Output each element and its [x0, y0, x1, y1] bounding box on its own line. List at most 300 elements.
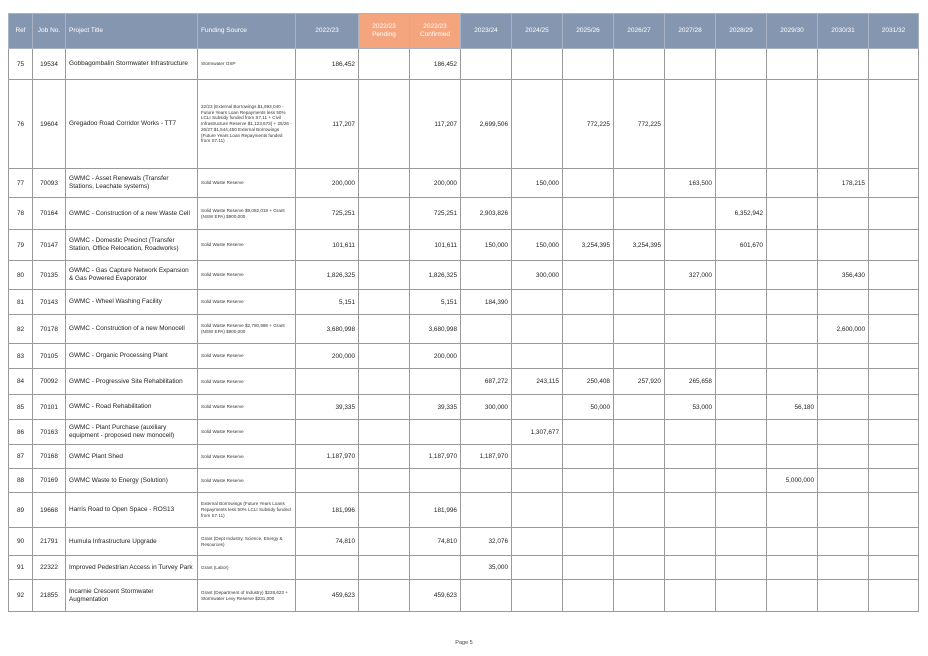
- cell-project-title: GWMC - Road Rehabilitation: [66, 395, 198, 420]
- cell-project-title: GWMC - Organic Processing Plant: [66, 344, 198, 369]
- cell-amount: [614, 556, 665, 580]
- cell-project-title: GWMC - Construction of a new Waste Cell: [66, 198, 198, 230]
- cell-amount: [512, 580, 563, 612]
- cell-amount: [869, 528, 919, 556]
- cell-funding-source: Solid Waste Reserve: [198, 344, 296, 369]
- cell-amount: [512, 445, 563, 469]
- cell-amount: [869, 344, 919, 369]
- cell-amount: [818, 493, 869, 528]
- table-row: [9, 49, 919, 80]
- cell-funding-source: Grant (Department of Industry) $228,623 + Stormwater Levy Reserve $231,000: [198, 580, 296, 612]
- col-funding-source: Funding Source: [198, 14, 296, 49]
- cell-project-title: GWMC - Asset Renewals (Transfer Stations, Leachate systems): [66, 169, 198, 198]
- cell-funding-source: Solid Waste Reserve: [198, 169, 296, 198]
- cell-amount: [563, 556, 614, 580]
- cell-project-title: GWMC Plant Shed: [66, 445, 198, 469]
- cell-amount: [716, 445, 767, 469]
- cell-job-no: 19668: [33, 493, 66, 528]
- cell-amount: [665, 493, 716, 528]
- table-row: [9, 420, 919, 445]
- cell-amount: [359, 580, 410, 612]
- cell-amount: 178,215: [818, 169, 869, 198]
- cell-amount: [563, 198, 614, 230]
- cell-amount: 186,452: [296, 49, 359, 80]
- page-number: Page 5: [455, 640, 473, 646]
- cell-amount: [359, 261, 410, 290]
- cell-funding-source: Solid Waste Reserve $9,082,019 + Grant (NSW EPA) $900,000: [198, 198, 296, 230]
- cell-amount: [359, 469, 410, 493]
- cell-amount: [614, 420, 665, 445]
- cell-amount: [563, 528, 614, 556]
- cell-amount: [869, 395, 919, 420]
- cell-amount: [410, 369, 461, 395]
- cell-amount: [296, 369, 359, 395]
- cell-amount: [767, 580, 818, 612]
- cell-funding-source: Solid Waste Reserve: [198, 420, 296, 445]
- cell-amount: 1,187,970: [410, 445, 461, 469]
- cell-amount: [665, 469, 716, 493]
- cell-amount: 725,251: [296, 198, 359, 230]
- cell-amount: 3,680,998: [410, 315, 461, 344]
- cell-amount: 56,180: [767, 395, 818, 420]
- cell-funding-source: 22/23 (External Borrowings $1,693,040 -Future Years Loan Repayments less 50% LCLI Subsidy funded from S7.11 + Civil Infrastructure Reserve $1,123,673) + 25/26 - 26/27 $1,544,450 External Borrowings (Future Years Loan Repayments funded from S7.11): [198, 80, 296, 169]
- cell-amount: [869, 315, 919, 344]
- col-2026-27: 2026/27: [614, 14, 665, 49]
- cell-amount: 459,623: [410, 580, 461, 612]
- cell-amount: 300,000: [461, 395, 512, 420]
- cell-amount: 181,996: [296, 493, 359, 528]
- cell-amount: [461, 49, 512, 80]
- cell-amount: [716, 315, 767, 344]
- cell-amount: [665, 315, 716, 344]
- cell-amount: [614, 49, 665, 80]
- cell-amount: [767, 198, 818, 230]
- cell-amount: [359, 395, 410, 420]
- cell-amount: [512, 556, 563, 580]
- cell-amount: [716, 493, 767, 528]
- cell-ref: 89: [9, 493, 33, 528]
- cell-funding-source: External Borrowings (Future Years Loans Repayments less 50% LCLI Subsidy funded from S7.11): [198, 493, 296, 528]
- cell-amount: [767, 169, 818, 198]
- cell-amount: [614, 445, 665, 469]
- cell-amount: [665, 230, 716, 261]
- cell-amount: 250,408: [563, 369, 614, 395]
- cell-amount: 2,903,826: [461, 198, 512, 230]
- cell-amount: [563, 315, 614, 344]
- cell-job-no: 21855: [33, 580, 66, 612]
- cell-amount: [563, 169, 614, 198]
- cell-project-title: GWMC Waste to Energy (Solution): [66, 469, 198, 493]
- cell-amount: [614, 395, 665, 420]
- table-header: [9, 14, 919, 49]
- cell-amount: 1,187,970: [461, 445, 512, 469]
- cell-ref: 90: [9, 528, 33, 556]
- cell-amount: 3,254,395: [614, 230, 665, 261]
- cell-amount: [614, 469, 665, 493]
- cell-ref: 88: [9, 469, 33, 493]
- cell-job-no: 19604: [33, 80, 66, 169]
- cell-amount: [818, 420, 869, 445]
- cell-amount: [563, 290, 614, 315]
- cell-amount: [869, 198, 919, 230]
- cell-job-no: 22322: [33, 556, 66, 580]
- cell-amount: [563, 469, 614, 493]
- cell-ref: 82: [9, 315, 33, 344]
- cell-amount: 601,670: [716, 230, 767, 261]
- cell-amount: [869, 493, 919, 528]
- cell-amount: [665, 290, 716, 315]
- cell-project-title: GWMC - Wheel Washing Facility: [66, 290, 198, 315]
- cell-amount: [614, 493, 665, 528]
- cell-amount: [461, 493, 512, 528]
- cell-amount: [767, 80, 818, 169]
- cell-job-no: 70143: [33, 290, 66, 315]
- cell-amount: [716, 580, 767, 612]
- cell-amount: [665, 556, 716, 580]
- cell-amount: 2,600,000: [818, 315, 869, 344]
- cell-amount: [512, 49, 563, 80]
- cell-amount: 39,335: [296, 395, 359, 420]
- cell-funding-source: Solid Waste Reserve: [198, 290, 296, 315]
- cell-funding-source: Solid Waste Reserve: [198, 469, 296, 493]
- cell-amount: [767, 344, 818, 369]
- cell-amount: 200,000: [410, 169, 461, 198]
- table-row: [9, 528, 919, 556]
- cell-amount: [512, 528, 563, 556]
- cell-project-title: Gobbagombalin Stormwater Infrastructure: [66, 49, 198, 80]
- cell-amount: [767, 493, 818, 528]
- cell-amount: [563, 493, 614, 528]
- cell-amount: [716, 528, 767, 556]
- cell-amount: [767, 556, 818, 580]
- table-row: [9, 290, 919, 315]
- cell-project-title: Harris Road to Open Space - ROS13: [66, 493, 198, 528]
- cell-amount: 687,272: [461, 369, 512, 395]
- cell-job-no: 70092: [33, 369, 66, 395]
- cell-amount: [296, 556, 359, 580]
- cell-funding-source: Solid Waste Reserve: [198, 369, 296, 395]
- col-2022-23-confirmed: 2022/23 Confirmed: [410, 14, 461, 49]
- cell-amount: 184,390: [461, 290, 512, 315]
- cell-job-no: 21791: [33, 528, 66, 556]
- cell-amount: [818, 528, 869, 556]
- cell-amount: [665, 580, 716, 612]
- cell-amount: [359, 315, 410, 344]
- cell-amount: 117,207: [410, 80, 461, 169]
- cell-amount: [359, 445, 410, 469]
- table-row: [9, 469, 919, 493]
- cell-ref: 84: [9, 369, 33, 395]
- table-row: [9, 445, 919, 469]
- cell-amount: [665, 445, 716, 469]
- cell-funding-source: Grant (Labor): [198, 556, 296, 580]
- col-2029-30: 2029/30: [767, 14, 818, 49]
- table-row: [9, 315, 919, 344]
- cell-amount: [359, 80, 410, 169]
- col-2022-23: 2022/23: [296, 14, 359, 49]
- cell-amount: [359, 49, 410, 80]
- cell-amount: [359, 169, 410, 198]
- cell-amount: [869, 369, 919, 395]
- cell-amount: [716, 261, 767, 290]
- cell-ref: 85: [9, 395, 33, 420]
- cell-amount: 6,352,942: [716, 198, 767, 230]
- cell-ref: 76: [9, 80, 33, 169]
- cell-amount: [869, 80, 919, 169]
- cell-amount: [512, 80, 563, 169]
- cell-funding-source: Solid Waste Reserve: [198, 261, 296, 290]
- cell-amount: [563, 49, 614, 80]
- cell-amount: [818, 556, 869, 580]
- table-row: [9, 169, 919, 198]
- cell-amount: 186,452: [410, 49, 461, 80]
- table-row: [9, 493, 919, 528]
- cell-amount: [818, 290, 869, 315]
- cell-amount: [512, 315, 563, 344]
- cell-funding-source: Stormwater OSP: [198, 49, 296, 80]
- cell-amount: [461, 420, 512, 445]
- cell-ref: 78: [9, 198, 33, 230]
- cell-amount: [359, 290, 410, 315]
- col-2022-23-pending: 2022/23 Pending: [359, 14, 410, 49]
- cell-amount: [869, 261, 919, 290]
- cell-amount: [410, 469, 461, 493]
- cell-amount: [767, 528, 818, 556]
- col-2028-29: 2028/29: [716, 14, 767, 49]
- cell-amount: [869, 290, 919, 315]
- cell-amount: [818, 344, 869, 369]
- cell-amount: [665, 420, 716, 445]
- cell-amount: [767, 369, 818, 395]
- cell-amount: 725,251: [410, 198, 461, 230]
- cell-amount: [665, 198, 716, 230]
- cell-amount: 200,000: [296, 344, 359, 369]
- cell-amount: 200,000: [296, 169, 359, 198]
- table-row: [9, 369, 919, 395]
- cell-amount: 32,076: [461, 528, 512, 556]
- cell-funding-source: Grant (Dept Industry, Science, Energy & Resources): [198, 528, 296, 556]
- cell-ref: 77: [9, 169, 33, 198]
- cell-ref: 81: [9, 290, 33, 315]
- cell-amount: [512, 469, 563, 493]
- cell-job-no: 70101: [33, 395, 66, 420]
- cell-amount: [818, 580, 869, 612]
- col-project-title: Project Title: [66, 14, 198, 49]
- cell-amount: [665, 344, 716, 369]
- cell-job-no: 70164: [33, 198, 66, 230]
- cell-ref: 75: [9, 49, 33, 80]
- cell-amount: [767, 445, 818, 469]
- col-2025-26: 2025/26: [563, 14, 614, 49]
- cell-amount: 39,335: [410, 395, 461, 420]
- cell-amount: [665, 528, 716, 556]
- cell-amount: [869, 469, 919, 493]
- cell-amount: 1,826,325: [296, 261, 359, 290]
- col-ref: Ref: [9, 14, 33, 49]
- cell-amount: [512, 198, 563, 230]
- cell-amount: 772,225: [614, 80, 665, 169]
- col-job-no: Job No.: [33, 14, 66, 49]
- cell-amount: 3,680,998: [296, 315, 359, 344]
- cell-amount: [359, 198, 410, 230]
- cell-amount: [563, 261, 614, 290]
- cell-amount: 356,430: [818, 261, 869, 290]
- cell-amount: 53,000: [665, 395, 716, 420]
- cell-amount: [614, 290, 665, 315]
- cell-amount: 101,611: [410, 230, 461, 261]
- cell-amount: [296, 469, 359, 493]
- cell-amount: [461, 169, 512, 198]
- table-row: [9, 395, 919, 420]
- table-body: [9, 49, 919, 612]
- cell-project-title: Incarnie Crescent Stormwater Augmentation: [66, 580, 198, 612]
- cell-project-title: GWMC - Gas Capture Network Expansion & Gas Powered Evaporator: [66, 261, 198, 290]
- cell-amount: 5,151: [296, 290, 359, 315]
- cell-amount: [461, 580, 512, 612]
- col-2023-24: 2023/24: [461, 14, 512, 49]
- cell-amount: [818, 369, 869, 395]
- cell-amount: [869, 49, 919, 80]
- cell-amount: [359, 344, 410, 369]
- cell-amount: 150,000: [461, 230, 512, 261]
- cell-amount: 257,920: [614, 369, 665, 395]
- cell-job-no: 70135: [33, 261, 66, 290]
- cell-amount: [869, 420, 919, 445]
- cell-amount: [869, 445, 919, 469]
- cell-amount: [614, 198, 665, 230]
- cell-job-no: 70093: [33, 169, 66, 198]
- cell-funding-source: Solid Waste Reserve: [198, 445, 296, 469]
- cell-amount: [716, 395, 767, 420]
- cell-amount: [461, 469, 512, 493]
- table-row: [9, 580, 919, 612]
- cell-amount: [359, 528, 410, 556]
- cell-project-title: Humula Infrastructure Upgrade: [66, 528, 198, 556]
- cell-amount: [767, 261, 818, 290]
- cell-funding-source: Solid Waste Reserve $2,780,998 + Grant (NSW EPA) $900,000: [198, 315, 296, 344]
- cell-amount: [359, 230, 410, 261]
- cell-amount: 1,826,325: [410, 261, 461, 290]
- cell-amount: 181,996: [410, 493, 461, 528]
- cell-amount: [512, 395, 563, 420]
- cell-job-no: 70105: [33, 344, 66, 369]
- cell-amount: 1,187,970: [296, 445, 359, 469]
- cell-amount: 117,207: [296, 80, 359, 169]
- cell-amount: 50,000: [563, 395, 614, 420]
- cell-amount: [563, 344, 614, 369]
- cell-project-title: GWMC - Construction of a new Monocell: [66, 315, 198, 344]
- cell-amount: [614, 261, 665, 290]
- cell-amount: [512, 493, 563, 528]
- cell-amount: [716, 369, 767, 395]
- cell-funding-source: Solid Waste Reserve: [198, 395, 296, 420]
- cell-amount: 200,000: [410, 344, 461, 369]
- cell-job-no: 70163: [33, 420, 66, 445]
- cell-amount: 163,500: [665, 169, 716, 198]
- cell-amount: 35,000: [461, 556, 512, 580]
- cell-amount: [359, 420, 410, 445]
- cell-amount: [716, 49, 767, 80]
- cell-project-title: Gregadoo Road Corridor Works - TT7: [66, 80, 198, 169]
- col-2027-28: 2027/28: [665, 14, 716, 49]
- table-row: [9, 261, 919, 290]
- cell-project-title: GWMC - Plant Purchase (auxiliary equipment - proposed new monocell): [66, 420, 198, 445]
- table-row: [9, 556, 919, 580]
- cell-amount: [716, 420, 767, 445]
- cell-job-no: 70147: [33, 230, 66, 261]
- cell-amount: 150,000: [512, 230, 563, 261]
- cell-amount: [767, 420, 818, 445]
- cell-project-title: Improved Pedestrian Access in Turvey Park: [66, 556, 198, 580]
- cell-amount: [614, 580, 665, 612]
- cell-ref: 83: [9, 344, 33, 369]
- table-row: [9, 198, 919, 230]
- cell-amount: [818, 198, 869, 230]
- cell-job-no: 70168: [33, 445, 66, 469]
- cell-amount: [716, 80, 767, 169]
- cell-amount: [818, 230, 869, 261]
- cell-amount: [818, 49, 869, 80]
- cell-amount: [818, 395, 869, 420]
- cell-funding-source: Solid Waste Reserve: [198, 230, 296, 261]
- cell-amount: 74,810: [410, 528, 461, 556]
- cell-amount: [461, 261, 512, 290]
- cell-amount: [869, 230, 919, 261]
- cell-amount: [410, 420, 461, 445]
- cell-amount: [563, 445, 614, 469]
- cell-amount: [869, 580, 919, 612]
- cell-amount: [614, 315, 665, 344]
- cell-amount: [614, 169, 665, 198]
- cell-amount: [614, 344, 665, 369]
- cell-amount: [767, 49, 818, 80]
- cell-amount: [563, 580, 614, 612]
- cell-ref: 92: [9, 580, 33, 612]
- cell-amount: [818, 80, 869, 169]
- cell-amount: [716, 344, 767, 369]
- cell-amount: [716, 469, 767, 493]
- cell-amount: 74,810: [296, 528, 359, 556]
- cell-ref: 91: [9, 556, 33, 580]
- cell-amount: [512, 290, 563, 315]
- col-2030-31: 2030/31: [818, 14, 869, 49]
- cell-project-title: GWMC - Progressive Site Rehabilitation: [66, 369, 198, 395]
- cell-job-no: 70178: [33, 315, 66, 344]
- cell-amount: [716, 556, 767, 580]
- cell-amount: [512, 344, 563, 369]
- cell-amount: [818, 469, 869, 493]
- cell-amount: 327,000: [665, 261, 716, 290]
- cell-amount: [767, 315, 818, 344]
- cell-amount: [359, 556, 410, 580]
- cell-amount: 459,623: [296, 580, 359, 612]
- cell-amount: [869, 169, 919, 198]
- cell-amount: [461, 315, 512, 344]
- col-2031-32: 2031/32: [869, 14, 919, 49]
- cell-amount: [614, 528, 665, 556]
- cell-amount: [563, 420, 614, 445]
- cell-amount: 243,115: [512, 369, 563, 395]
- header-row: [9, 14, 919, 49]
- cell-amount: [767, 230, 818, 261]
- cell-amount: 772,225: [563, 80, 614, 169]
- cell-amount: 5,151: [410, 290, 461, 315]
- cell-ref: 86: [9, 420, 33, 445]
- cell-amount: [818, 445, 869, 469]
- cell-amount: 265,658: [665, 369, 716, 395]
- cell-amount: 3,254,395: [563, 230, 614, 261]
- cell-amount: [665, 80, 716, 169]
